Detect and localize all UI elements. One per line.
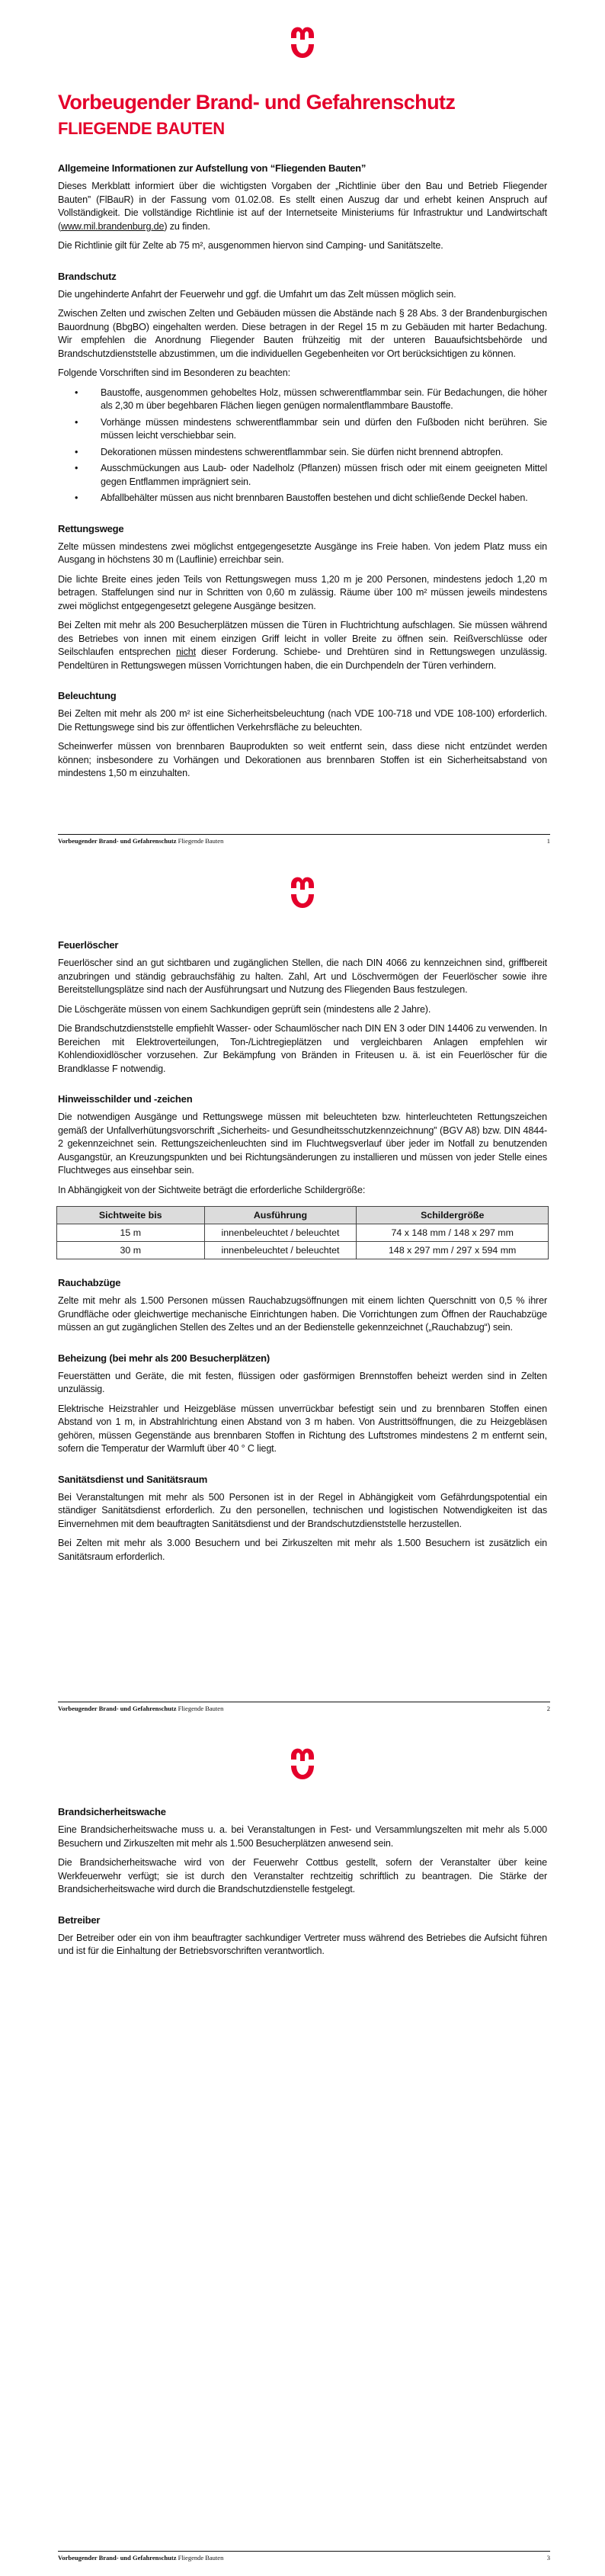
ministry-link[interactable]: www.mil.brandenburg.de (61, 220, 165, 232)
sign-size-table (56, 1206, 549, 1259)
page-1-content (58, 90, 547, 797)
paragraph: Feuerlöscher sind an gut sichtbaren und zugänglichen Stellen, die nach DIN 4066 zu kennzeichnen sind, griffbereit anzubringen und ständig gebrauchsfähig zu halten. Zahl, Art und Löschvermögen der Feuerlöscher sowie ihre Bereitstellungsplätze sind nach der Ausführungsart und Nutzung des Fliegenden Baus festzulegen. (58, 958, 547, 995)
section-betreiber (58, 1914, 547, 1958)
footer-text (58, 837, 223, 845)
table-cell: 74 x 148 mm / 148 x 297 mm (357, 1224, 549, 1242)
footer-bold-text: Vorbeugender Brand- und Gefahrenschutz (58, 837, 177, 845)
text: Dieses Merkblatt informiert über die wichtigsten Vorgaben der „Richtlinie über den Bau und Betrieb Fliegender Bauten” (FlBauR) in der Fassung vom 01.02.08. Es stellt einen Auszug dar und erhebt keinen Anspruch auf Vollständigkeit. Die vollständige Richtlinie ist auf der Internetseite Ministeriums für Infrastruktur und Landwirtschaft ( (58, 181, 547, 232)
list-item-text: Baustoffe, ausgenommen gehobeltes Holz, müssen schwerentflammbar sein. Für Bedachungen, die höher als 2,30 m über begehbaren Flächen liegen genügen normalentflammbare Baustoffe. (101, 387, 547, 411)
paragraph: Eine Brandsicherheitswache muss u. a. bei Veranstaltungen in Fest- und Versammlungszelten mit mehr als 5.000 Besuchern und Zirkuszelten mit mehr als 1.500 Besucherplätzen anwesend sein. (58, 1824, 547, 1849)
paragraph: Die Löschgeräte müssen von einem Sachkundigen geprüft sein (mindestens alle 2 Jahre). (58, 1003, 431, 1015)
footer-normal-text: Fliegende Bauten (178, 837, 224, 845)
page-footer (58, 834, 550, 845)
bullet-icon: • (75, 446, 78, 457)
list-item (58, 462, 547, 489)
bullet-icon: • (75, 387, 78, 398)
footer-text (58, 2554, 223, 2562)
table-cell: innenbeleuchtet / beleuchtet (204, 1224, 357, 1242)
section-heading: Brandsicherheitswache (58, 1806, 166, 1817)
footer-text (58, 1705, 223, 1712)
paragraph: Der Betreiber oder ein von ihm beauftragter sachkundiger Vertreter muss während des Betriebes die Aufsicht führen und ist für die Einhaltung der Betriebsvorschriften verantwortlich. (58, 1932, 547, 1956)
list-item (58, 387, 547, 413)
section-feuerloescher (58, 938, 547, 1076)
cottbus-logo-icon (287, 1744, 318, 1782)
paragraph: Bei Veranstaltungen mit mehr als 500 Personen ist in der Regel in Abhängigkeit vom Gefährdungspotential ein ständiger Sanitätsdienst erforderlich. Zu den personellen, technischen und logistischen Notwendigkeiten ist das Einvernehmen mit dem beauftragten Sanitätsdienst und der Brandschutzdienststelle herzustellen. (58, 1491, 547, 1529)
paragraph: Zelte mit mehr als 1.500 Personen müssen Rauchabzugsöffnungen mit einem lichten Querschnitt von 0,5 % ihrer Grundfläche oder gleichwertige mechanische Einrichtungen haben. Die Vorrichtungen zum Öffnen der Rauchabzüge müssen an gut zugänglichen Stellen des Zeltes und an der Bedienstelle gekennzeichnet („Rauchabzug“) sein. (58, 1295, 547, 1333)
paragraph (58, 619, 547, 672)
section-heading: Hinweisschilder und -zeichen (58, 1093, 193, 1105)
page-1 (0, 0, 605, 856)
section-intro (58, 162, 547, 253)
page-2-content (58, 938, 547, 1580)
section-beleuchtung (58, 689, 547, 781)
paragraph: Die lichte Breite eines jeden Teils von Rettungswegen muss 1,20 m je 200 Personen, mindestens jedoch 1,20 m betragen. Staffelungen sind nur in Schritten von 0,60 m zulässig. Räume über 100 m² müssen jeweils mindestens zwei möglichst entgegengesetzt gelegene Ausgänge besitzen. (58, 573, 547, 611)
paragraph: Zwischen Zelten und zwischen Zelten und Gebäuden müssen die Abstände nach § 28 Abs. 3 der Brandenburgischen Bauordnung (BbgBO) eingehalten werden. Diese betragen in der Regel 15 m zu Gebäuden mit harter Bedachung. Wir empfehlen die Anordnung Fliegender Bauten frühzeitig mit der unteren Bauaufsichtsbehörde und Brandschutzdienststelle abzustimmen, um die individuellen Gegebenheiten vor Ort berücksichtigen zu können. (58, 308, 547, 359)
paragraph: Elektrische Heizstrahler und Heizgebläse müssen unverrückbar befestigt sein und zu brennbaren Stoffen einen Abstand von 1 m, in Abstrahlrichtung einen Abstand von 3 m haben. Von Austrittsöffnungen, die zu Heizgebläsen gehören, müssen Gegenstände aus brennbaren Stoffen in Richtung des Luftstromes mindestens 2 m entfernt sein, sofern die Temperatur der Warmluft über 40 ° C liegt. (58, 1403, 547, 1454)
paragraph: Die Brandschutzdienststelle empfiehlt Wasser- oder Schaumlöscher nach DIN EN 3 oder DIN 14406 zu verwenden. In Bereichen mit Elektroverteilungen, Ton-/Lichtregieplätzen und vergleichbaren Anlagen empfehlen wir Kohlendioxidlöscher vorzusehen. Zur Bekämpfung von Bränden in Friteusen u. ä. ist ein Feuerlöscher für die Brandklasse F notwendig. (58, 1023, 547, 1074)
text: dieser Forderung. Schiebe- und Drehtüren sind in Rettungswegen unzulässig. Pendeltüren in Rettungswegen müssen Vorrichtungen haben, die ein Durchpendeln der Türen verhindern. (58, 646, 547, 671)
document-title: Vorbeugender Brand- und Gefahrenschutz (58, 91, 456, 114)
page-footer (58, 1702, 550, 1712)
bullet-icon: • (75, 416, 78, 428)
table-header-row (57, 1207, 549, 1224)
table-row (57, 1224, 549, 1242)
section-brandsicherheitswache (58, 1805, 547, 1897)
regulation-list (58, 387, 547, 505)
page-2 (0, 856, 605, 1712)
section-heading: Allgemeine Informationen zur Aufstellung von “Fliegenden Bauten” (58, 162, 367, 174)
paragraph: Folgende Vorschriften sind im Besonderen zu beachten: (58, 367, 290, 378)
table-cell: 15 m (57, 1224, 205, 1242)
page-3 (0, 1712, 605, 2576)
list-item-text: Dekorationen müssen mindestens schwerentflammbar sein. Sie dürfen nicht brennend abtropfen. (101, 446, 504, 457)
paragraph: Feuerstätten und Geräte, die mit festen, flüssigen oder gasförmigen Brennstoffen beheizt werden sind in Zelten unzulässig. (58, 1370, 547, 1394)
page-number: 1 (546, 837, 550, 845)
section-heading: Rauchabzüge (58, 1277, 121, 1288)
table-cell: 30 m (57, 1242, 205, 1259)
section-heading: Betreiber (58, 1914, 101, 1926)
section-sanitaet (58, 1473, 547, 1564)
cottbus-logo-icon (287, 873, 318, 911)
page-footer (58, 2551, 550, 2562)
section-heading: Beheizung (bei mehr als 200 Besucherplätzen) (58, 1352, 270, 1364)
section-heading: Sanitätsdienst und Sanitätsraum (58, 1473, 208, 1485)
list-item-text: Vorhänge müssen mindestens schwerentflammbar sein und dürfen den Fußboden nicht berühren. Sie müssen leicht verschiebbar sein. (101, 416, 547, 441)
cottbus-logo-icon (287, 23, 318, 61)
paragraph: Die notwendigen Ausgänge und Rettungswege müssen mit beleuchteten bzw. hinterleuchteten Rettungszeichen gemäß der Unfallverhütungsvorschrift „Sicherheits- und Gesundheitsschutzkennzeichnung” (BGV A8) bzw. DIN 4844-2 gekennzeichnet sein. Rettungszeichenleuchten sind im Fluchtwegsverlauf über jeder im Notfall zu benutzenden Ausgangstür, an Kreuzungspunkten und bei Richtungsänderungen zu installieren und müssen von jeder Stelle eines Fluchtweges aus einsehbar sein. (58, 1112, 547, 1176)
section-heading: Beleuchtung (58, 690, 117, 701)
paragraph (58, 180, 547, 233)
column-header: Ausführung (204, 1207, 357, 1224)
paragraph: Bei Zelten mit mehr als 3.000 Besuchern und bei Zirkuszelten mit mehr als 1.500 Besuchern ist zusätzlich ein Sanitätsraum erforderlich. (58, 1538, 547, 1562)
section-heading: Brandschutz (58, 270, 117, 282)
list-item (58, 416, 547, 443)
footer-bold-text: Vorbeugender Brand- und Gefahrenschutz (58, 2554, 177, 2562)
list-item-text: Abfallbehälter müssen aus nicht brennbaren Baustoffen bestehen und dicht schließende Deckel haben. (101, 492, 528, 503)
page-3-content (58, 1805, 547, 1975)
section-beheizung (58, 1352, 547, 1456)
section-rauchabzuege (58, 1276, 547, 1335)
paragraph: Die Richtlinie gilt für Zelte ab 75 m², ausgenommen hiervon sind Camping- und Sanitätszelte. (58, 240, 443, 251)
paragraph: Bei Zelten mit mehr als 200 m² ist eine Sicherheitsbeleuchtung (nach VDE 100-718 und VDE 108-100) erforderlich. Die Rettungswege sind bis zur öffentlichen Verkehrsfläche zu beleuchten. (58, 708, 547, 733)
paragraph: Scheinwerfer müssen von brennbaren Bauprodukten so weit entfernt sein, dass diese nicht entzündet werden können; insbesondere zu Vorhängen und Dekorationen aus brennbaren Stoffen ist ein Sicherheitsabstand von mindestens 1,50 m einzuhalten. (58, 741, 547, 778)
section-brandschutz (58, 270, 547, 505)
footer-bold-text: Vorbeugender Brand- und Gefahrenschutz (58, 1705, 177, 1712)
section-rettungswege (58, 522, 547, 673)
table-cell: 148 x 297 mm / 297 x 594 mm (357, 1242, 549, 1259)
text: Bei Zelten mit mehr als 200 Besucherplätzen müssen die Türen in Fluchtrichtung aufschlagen. Sie müssen während des Betriebes von innen mit einem einzigen Griff leicht in voller Breite zu öffnen sein. Reißverschlüsse oder Seilschlaufen entsprechen (58, 620, 547, 657)
list-item (58, 446, 547, 460)
bullet-icon: • (75, 492, 78, 503)
table-row (57, 1242, 549, 1259)
paragraph: Zelte müssen mindestens zwei möglichst entgegengesetzte Ausgänge ins Freie haben. Von jedem Platz muss ein Ausgang in höchstens 30 m (Lauflinie) erreichbar sein. (58, 541, 547, 565)
paragraph: Die ungehinderte Anfahrt der Feuerwehr und ggf. die Umfahrt um das Zelt müssen möglich sein. (58, 288, 456, 300)
column-header: Sichtweite bis (57, 1207, 205, 1224)
page-number: 2 (546, 1705, 550, 1712)
paragraph: In Abhängigkeit von der Sichtweite beträgt die erforderliche Schildergröße: (58, 1184, 366, 1195)
list-item-text: Ausschmückungen aus Laub- oder Nadelholz (Pflanzen) müssen frisch oder mit einem geeigneten Mittel gegen Entflammen imprägniert sein. (101, 463, 547, 487)
column-header: Schildergröße (357, 1207, 549, 1224)
text: ) zu finden. (164, 220, 210, 232)
bullet-icon: • (75, 463, 78, 473)
footer-normal-text: Fliegende Bauten (178, 2554, 224, 2562)
page-number: 3 (546, 2554, 550, 2562)
section-heading: Feuerlöscher (58, 939, 119, 951)
section-heading: Rettungswege (58, 522, 124, 534)
section-hinweisschilder (58, 1092, 547, 1259)
paragraph: Die Brandsicherheitswache wird von der Feuerwehr Cottbus gestellt, sofern der Veranstalter über keine Werkfeuerwehr verfügt; sie ist durch den Veranstalter rechtzeitig schriftlich zu beantragen. Die Stärke der Brandsicherheitswache wird durch die Brandschutzdienstelle festgelegt. (58, 1857, 547, 1894)
table-cell: innenbeleuchtet / beleuchtet (204, 1242, 357, 1259)
document-subtitle: FLIEGENDE BAUTEN (58, 119, 225, 138)
emphasis-text: nicht (176, 646, 196, 657)
list-item (58, 492, 547, 505)
footer-normal-text: Fliegende Bauten (178, 1705, 224, 1712)
